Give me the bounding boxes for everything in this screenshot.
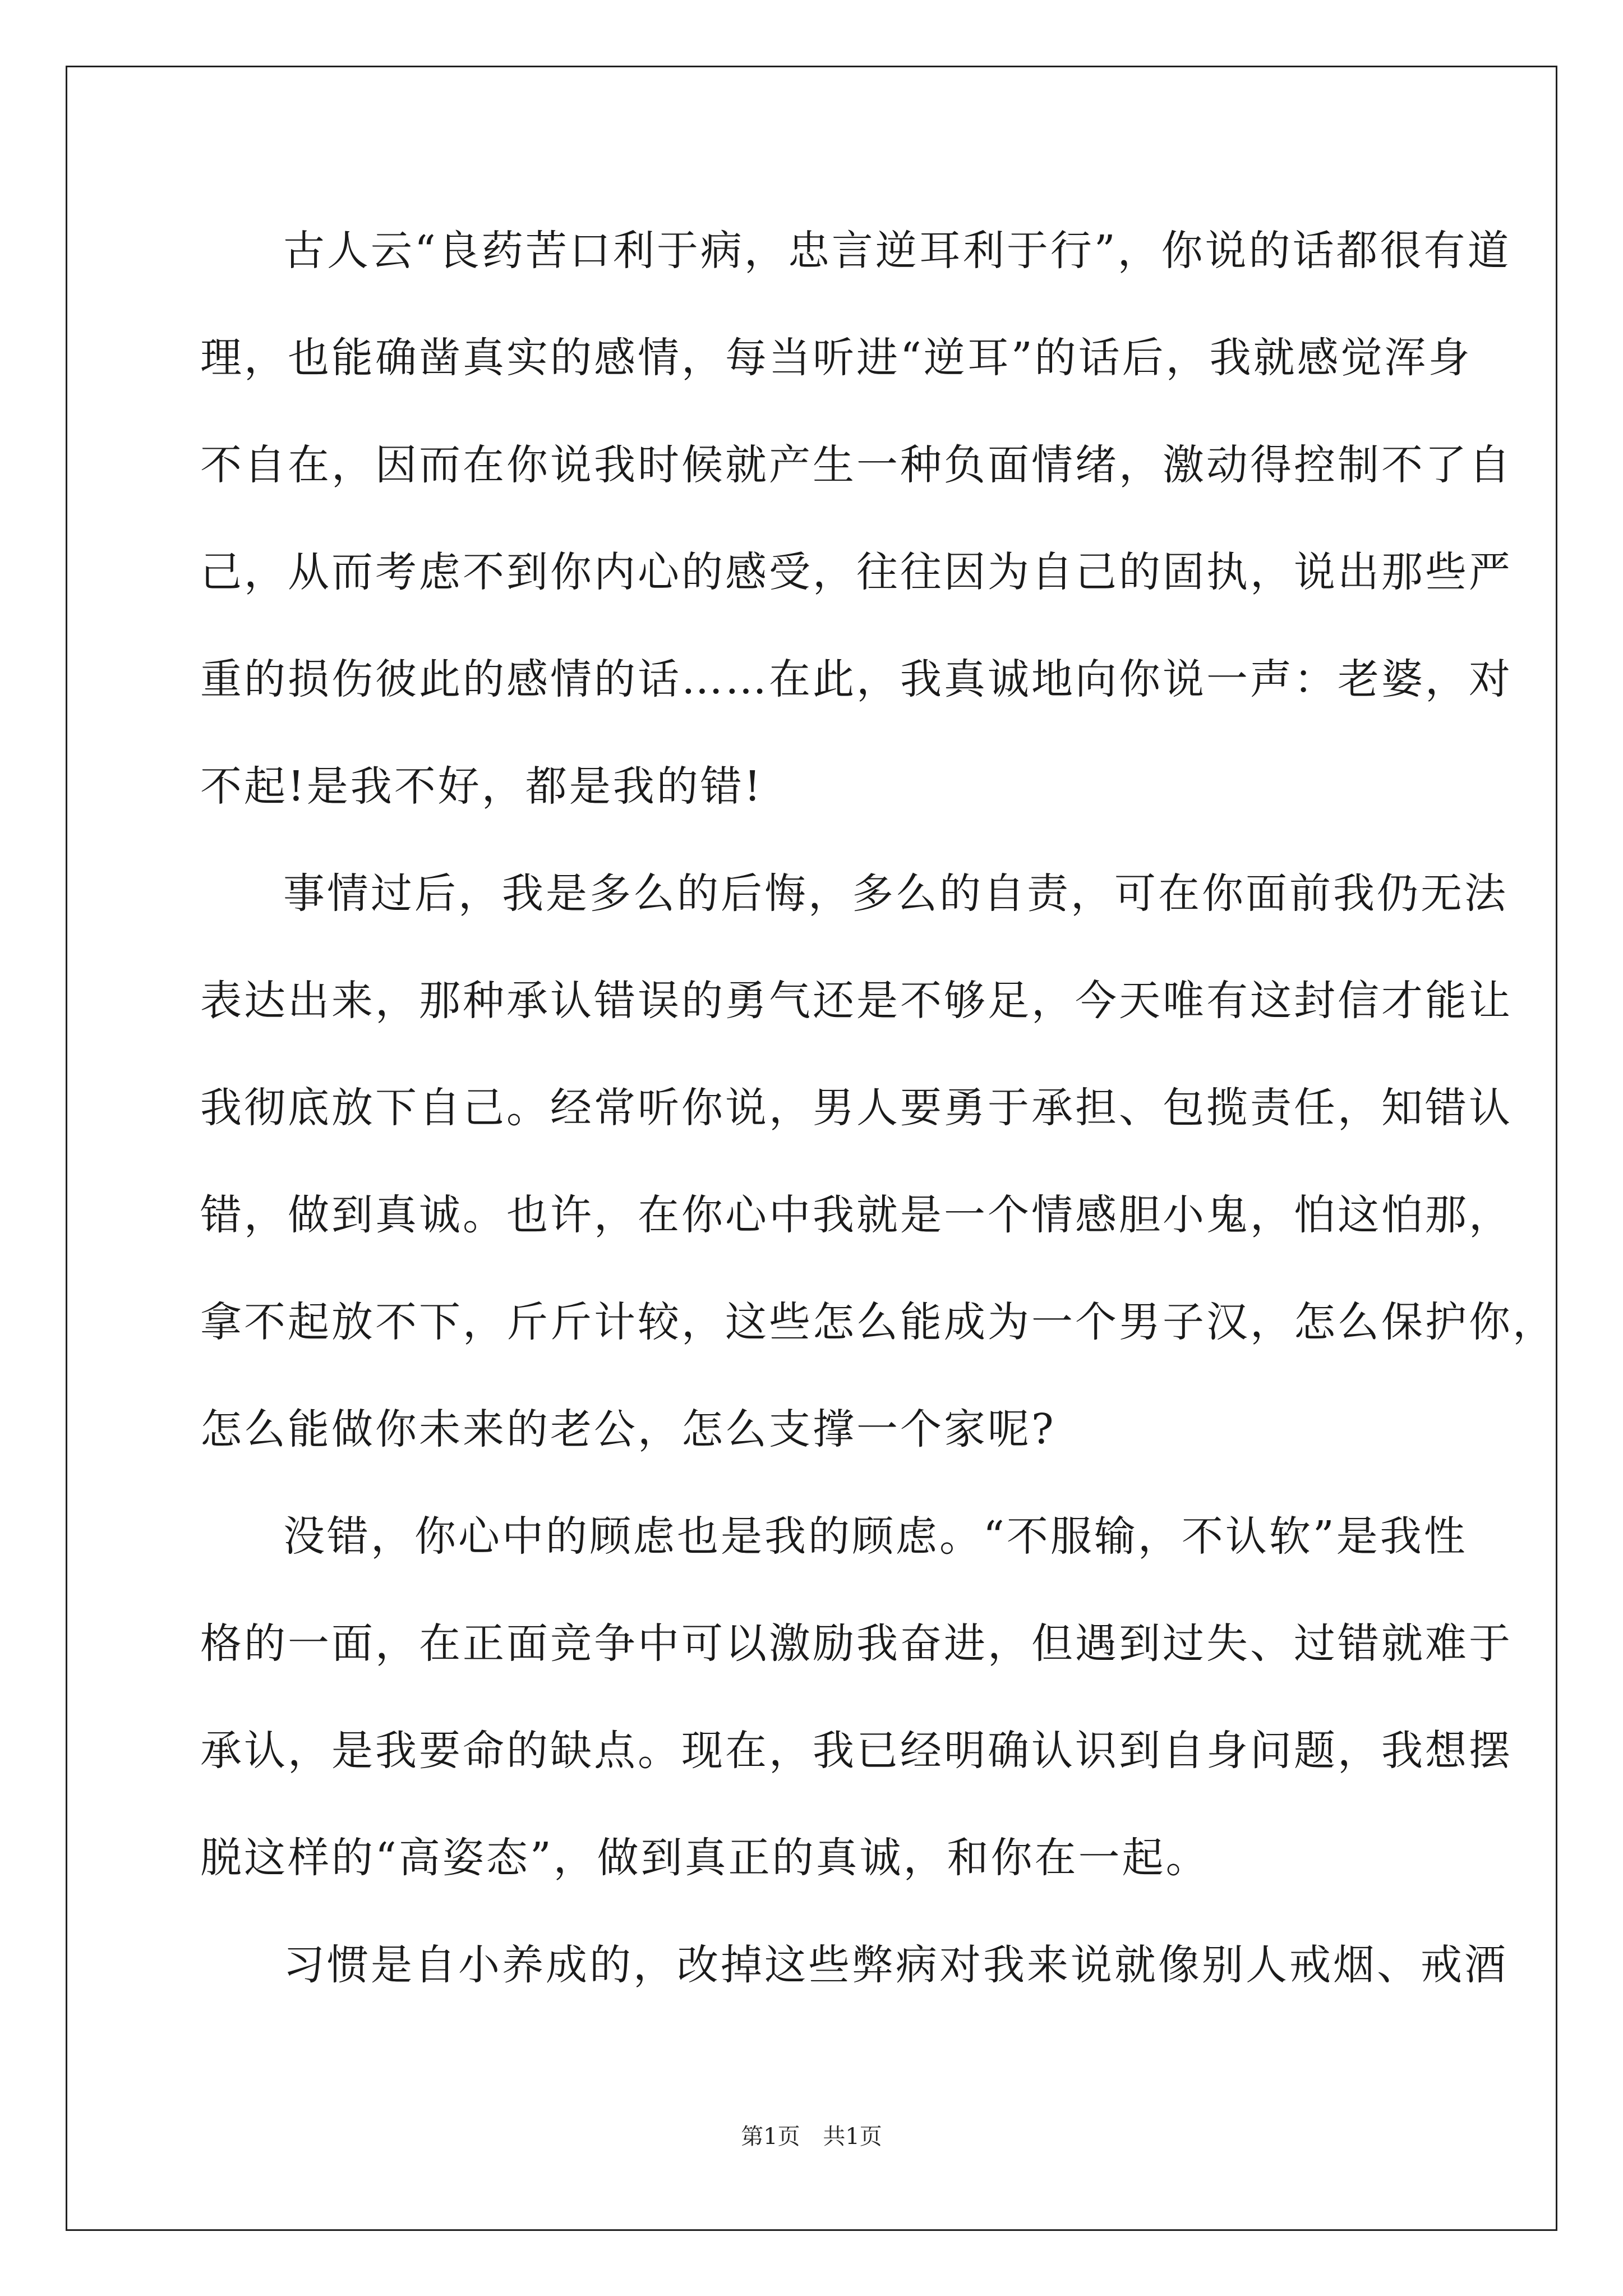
- line-text: 己，从而考虑不到你内心的感受，往往因为自己的固执，说出那些严: [200, 548, 1513, 596]
- line-text: 怎么能做你未来的老公，怎么支撑一个家呢?: [200, 1405, 1056, 1453]
- text-line: [200, 952, 1513, 1059]
- line-text: 理，也能确凿真实的感情，每当听进“逆耳”的话后，我就感觉浑身: [200, 334, 1472, 382]
- line-text: 表达出来，那种承认错误的勇气还是不够足，今天唯有这封信才能让: [200, 977, 1513, 1025]
- line-text: 古人云“良药苦口利于病，忠言逆耳利于行”，你说的话都很有道: [283, 227, 1511, 275]
- line-text: 拿不起放不下，斤斤计较，这些怎么能成为一个男子汉，怎么保护你，: [200, 1298, 1556, 1346]
- text-line: [200, 416, 1513, 523]
- line-text: 事情过后，我是多么的后悔，多么的自责，可在你面前我仍无法: [283, 869, 1508, 918]
- line-text: 没错，你心中的顾虑也是我的顾虑。“不服输，不认软”是我性: [283, 1512, 1468, 1561]
- text-line: [200, 309, 1472, 416]
- line-text: 错，做到真诚。也许，在你心中我就是一个情感胆小鬼，怕这怕那，: [200, 1191, 1513, 1239]
- line-text: 重的损伤彼此的感情的话……在此，我真诚地向你说一声：老婆，对: [200, 655, 1513, 703]
- text-line: [200, 1809, 1426, 1916]
- line-text: 我彻底放下自己。经常听你说，男人要勇于承担、包揽责任，知错认: [200, 1084, 1513, 1132]
- text-line: [200, 1166, 1513, 1273]
- text-line: [200, 1381, 1426, 1488]
- text-line: [200, 631, 1513, 738]
- text-line: [200, 738, 1426, 845]
- text-line: [200, 1916, 1508, 2023]
- text-line: [200, 1059, 1513, 1166]
- text-line: [200, 202, 1511, 309]
- text-line: [200, 1702, 1513, 1809]
- line-text: 脱这样的“高姿态”，做到真正的真诚，和你在一起。: [200, 1834, 1210, 1882]
- text-line: [200, 1595, 1513, 1702]
- text-line: [200, 1273, 1556, 1381]
- text-line: [200, 1488, 1468, 1595]
- page-footer: [0, 2123, 1623, 2150]
- line-text: 格的一面，在正面竞争中可以激励我奋进，但遇到过失、过错就难于: [200, 1619, 1513, 1668]
- line-text: 承认，是我要命的缺点。现在，我已经明确认识到自身问题，我想摆: [200, 1727, 1513, 1775]
- line-text: 不起!是我不好，都是我的错!: [200, 762, 763, 811]
- line-text: 不自在，因而在你说我时候就产生一种负面情绪，激动得控制不了自: [200, 441, 1513, 489]
- line-text: 习惯是自小养成的，改掉这些弊病对我来说就像别人戒烟、戒酒: [283, 1941, 1508, 1989]
- text-line: [200, 845, 1508, 952]
- document-body: [200, 202, 1556, 2023]
- page-number-total: 共1页: [823, 2124, 882, 2150]
- text-line: [200, 523, 1513, 631]
- page-number-current: 第1页: [741, 2124, 800, 2150]
